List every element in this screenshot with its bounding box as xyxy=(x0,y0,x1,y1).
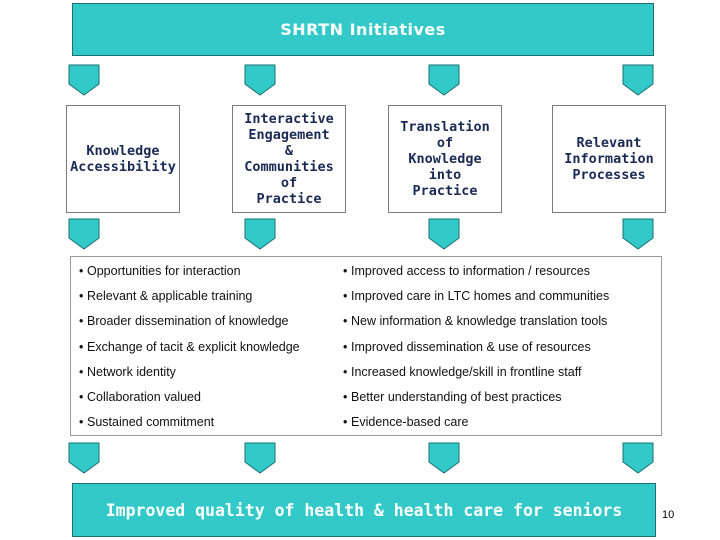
item-text: Broader dissemination of knowledge xyxy=(87,314,289,329)
item-text: New information & knowledge translation tools xyxy=(351,314,608,329)
list-item xyxy=(79,390,300,415)
down-arrow-icon xyxy=(428,64,460,96)
item-text: Improved access to information / resources xyxy=(351,264,590,278)
result-text: Improved quality of health & health care for seniors xyxy=(105,500,623,520)
initiative-label: Relevant Information Processes xyxy=(564,135,654,183)
bullet: • xyxy=(79,415,84,430)
bullet: • xyxy=(79,389,84,404)
down-arrow-icon xyxy=(622,218,654,250)
down-arrow-icon xyxy=(428,442,460,474)
initiative-interactive-engagement xyxy=(232,105,346,213)
result-box xyxy=(72,483,656,537)
bullet: • xyxy=(343,264,348,278)
bullet: • xyxy=(79,339,84,354)
list-item xyxy=(343,264,609,289)
down-arrow-icon xyxy=(68,64,100,96)
initiative-label: Knowledge Accessibility xyxy=(70,143,176,175)
item-text: Opportunities for interaction xyxy=(87,264,241,278)
initiative-label: Interactive Engagement & Communities of Practice xyxy=(244,111,334,207)
list-item xyxy=(343,289,609,314)
list-item xyxy=(343,314,609,339)
item-text: Network identity xyxy=(87,364,176,379)
list-item xyxy=(343,390,609,415)
bullet: • xyxy=(79,289,84,304)
bullet: • xyxy=(343,415,348,430)
item-text: Exchange of tacit & explicit knowledge xyxy=(87,339,300,354)
item-text: Collaboration valued xyxy=(87,389,201,404)
list-item xyxy=(343,415,609,440)
item-text: Improved care in LTC homes and communities xyxy=(351,289,610,304)
bullet: • xyxy=(79,264,84,278)
initiative-translation-of-knowledge xyxy=(388,105,502,213)
list-item xyxy=(343,340,609,365)
initiative-knowledge-accessibility xyxy=(66,105,180,213)
initiative-relevant-information xyxy=(552,105,666,213)
outcomes-box xyxy=(70,256,662,436)
down-arrow-icon xyxy=(244,442,276,474)
bullet: • xyxy=(343,339,348,354)
list-item xyxy=(79,365,300,390)
down-arrow-icon xyxy=(428,218,460,250)
item-text: Evidence-based care xyxy=(351,415,469,430)
left-outcomes-list xyxy=(79,264,300,440)
bullet: • xyxy=(343,389,348,404)
list-item xyxy=(79,415,300,440)
down-arrow-icon xyxy=(622,442,654,474)
list-item xyxy=(343,365,609,390)
list-item xyxy=(79,340,300,365)
down-arrow-icon xyxy=(68,218,100,250)
item-text: Relevant & applicable training xyxy=(87,289,253,304)
down-arrow-icon xyxy=(244,64,276,96)
bullet: • xyxy=(343,364,348,379)
list-item xyxy=(79,264,300,289)
title-box xyxy=(72,3,654,56)
item-text: Increased knowledge/skill in frontline staff xyxy=(351,364,582,379)
down-arrow-icon xyxy=(68,442,100,474)
bullet: • xyxy=(343,289,348,304)
list-item xyxy=(79,314,300,339)
page-number: 10 xyxy=(662,509,675,521)
title-text: SHRTN Initiatives xyxy=(280,20,446,39)
item-text: Better understanding of best practices xyxy=(351,389,562,404)
down-arrow-icon xyxy=(244,218,276,250)
right-outcomes-list xyxy=(343,264,609,440)
list-item xyxy=(79,289,300,314)
item-text: Sustained commitment xyxy=(87,415,215,430)
bullet: • xyxy=(79,364,84,379)
item-text: Improved dissemination & use of resources xyxy=(351,339,591,354)
bullet: • xyxy=(343,314,348,329)
initiative-label: Translation of Knowledge into Practice xyxy=(400,119,490,199)
down-arrow-icon xyxy=(622,64,654,96)
bullet: • xyxy=(79,314,84,329)
